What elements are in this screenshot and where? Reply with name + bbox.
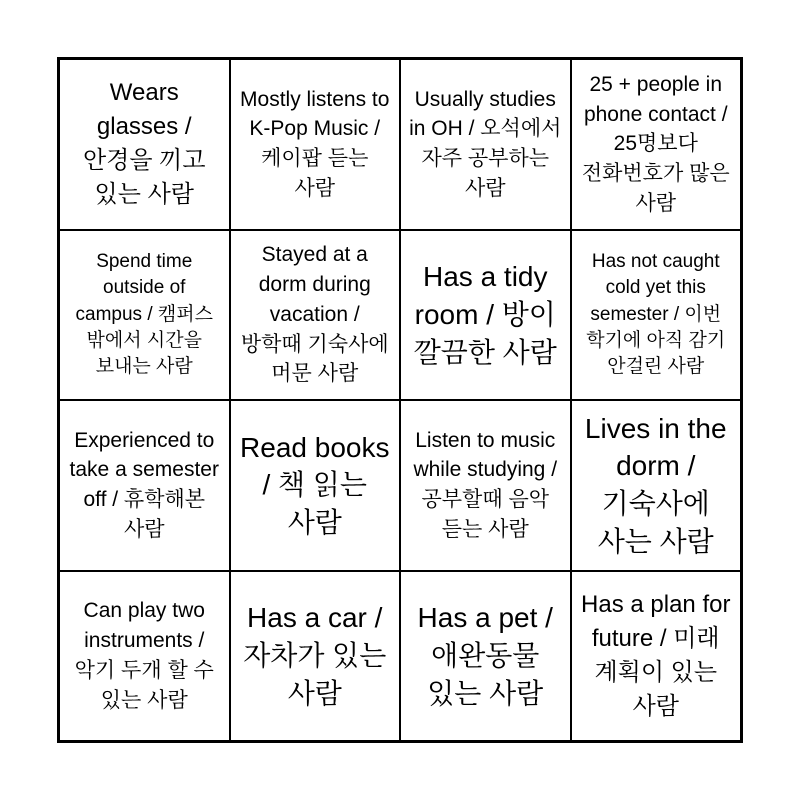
bingo-cell-text: Listen to music while studying / 공부할때 음악 듣는 사람: [413, 428, 558, 542]
bingo-cell-text: Has a tidy room / 방이 깔끔한 사람: [413, 261, 557, 368]
bingo-cell-text: Has not caught cold yet this semester / 이번 학기에 아직 감기 안걸린 사람: [586, 251, 726, 378]
bingo-cell-text: Can play two instruments / 악기 두개 할 수 있는 사람: [74, 599, 214, 712]
bingo-cell-5[interactable]: [59, 230, 230, 401]
bingo-cell-14[interactable]: [230, 571, 401, 742]
bingo-cell-text: Has a pet / 애완동물 있는 사람: [417, 602, 553, 709]
bingo-cell-13[interactable]: [59, 571, 230, 742]
bingo-cell-6[interactable]: [230, 230, 401, 401]
bingo-cell-3[interactable]: [400, 59, 571, 230]
bingo-cell-text: Read books / 책 읽는 사람: [240, 431, 390, 539]
bingo-cell-2[interactable]: [230, 59, 401, 230]
bingo-cell-9[interactable]: [59, 400, 230, 571]
bingo-cell-text: Spend time outside of campus / 캠퍼스 밖에서 시간을 보내는 사람: [75, 251, 213, 378]
bingo-cell-8[interactable]: [571, 230, 742, 401]
bingo-cell-text: Has a plan for future / 미래 계획이 있는 사람: [581, 590, 731, 720]
bingo-cell-4[interactable]: [571, 59, 742, 230]
bingo-cell-text: Experienced to take a semester off / 휴학해본 사람: [69, 428, 219, 542]
bingo-cell-15[interactable]: [400, 571, 571, 742]
bingo-cell-11[interactable]: [400, 400, 571, 571]
bingo-cell-text: Has a car / 자차가 있는 사람: [243, 602, 387, 709]
bingo-cell-1[interactable]: [59, 59, 230, 230]
bingo-cell-12[interactable]: [571, 400, 742, 571]
bingo-cell-text: 25 + people in phone contact / 25명보다 전화번호가 많은 사람: [581, 72, 730, 215]
bingo-cell-text: Wears glasses / 안경을 끼고 있는 사람: [82, 79, 206, 209]
bingo-cell-text: Usually studies in OH / 오석에서 자주 공부하는 사람: [409, 87, 562, 201]
bingo-cell-10[interactable]: [230, 400, 401, 571]
bingo-board: [57, 57, 743, 743]
bingo-cell-text: Lives in the dorm / 기숙사에 사는 사람: [584, 412, 727, 558]
bingo-cell-16[interactable]: [571, 571, 742, 742]
bingo-cell-text: Mostly listens to K-Pop Music / 케이팝 듣는 사람: [240, 87, 390, 201]
bingo-cell-7[interactable]: [400, 230, 571, 401]
bingo-cell-text: Stayed at a dorm during vacation / 방학때 기숙사에 머문 사람: [240, 243, 389, 386]
